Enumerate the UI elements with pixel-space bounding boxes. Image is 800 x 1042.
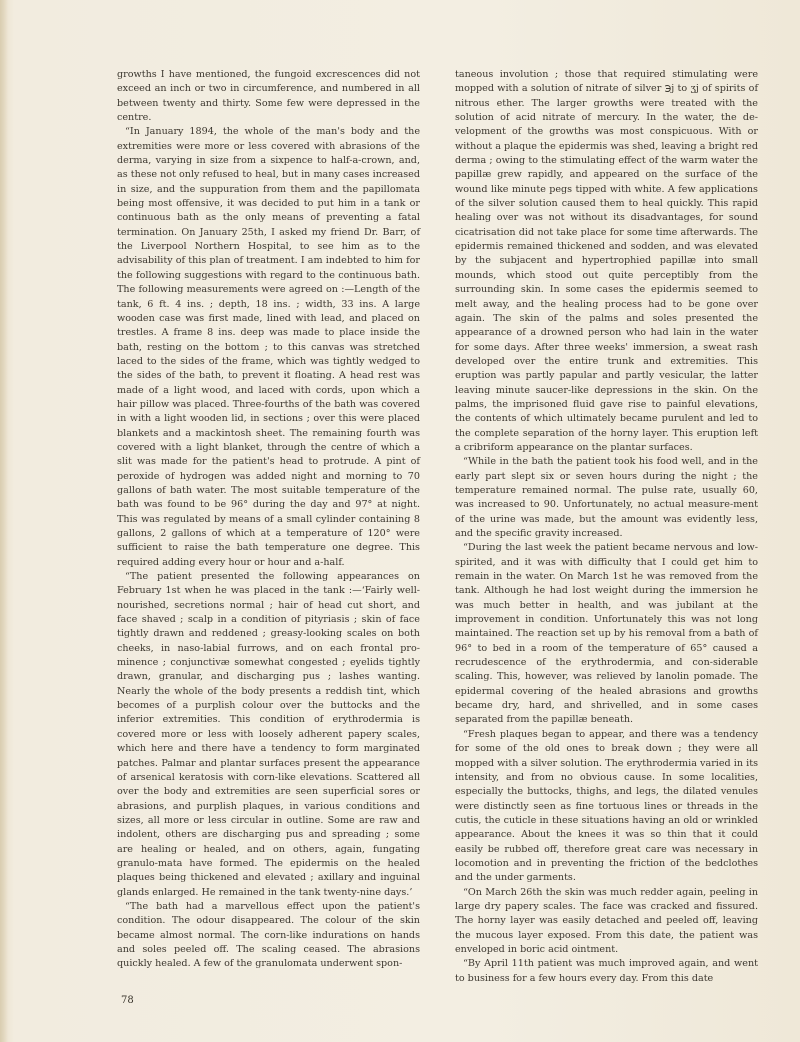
paragraph: “By April 11th patient was much improved again, and went to business for a few hours every day. From this date	[455, 958, 758, 984]
right-text-column	[455, 68, 758, 986]
paragraph: “While in the bath the patient took his food well, and in the early part slept six or seven hours during the night ; the temperature remained normal. The pulse rate, usually 60, was increased to 90. Unfortunately, no actual measure-ment of the urine was made, but the amount was evidently less, and the specific gravity increased.	[455, 456, 758, 539]
paragraph: “In January 1894, the whole of the man's body and the extremities were more or less covered with abrasions of the derma, varying in size from a sixpence to half-a-crown, and, as these not only refused to heal, but in many cases increased in size, and the suppuration from them and the papillomata being most offensive, it was decided to put him in a tank or continuous bath as the only means of preventing a fatal termination. On January 25th, I asked my friend Dr. Barr, of the Liverpool Northern Hospital, to see him as to the advisability of this plan of treatment. I am indebted to him for the following suggestions with regard to the continuous bath. The following measurements were agreed on :—Length of the tank, 6 ft. 4 ins. ; depth, 18 ins. ; width, 33 ins. A large wooden case was first made, lined with lead, and placed on trestles. A frame 8 ins. deep was made to place inside the bath, resting on the bottom ; to this canvas was stretched laced to the sides of the frame, which was tightly wedged to the sides of the bath, to prevent it floating. A head rest was made of a light wood, and laced with cords, upon which a hair pillow was placed. Three-fourths of the bath was covered in with a light wooden lid, in sections ; over this were placed blankets and a mackintosh sheet. The remaining fourth was covered with a light blanket, through the centre of which a slit was made for the patient's head to protrude. A pint of peroxide of hydrogen was added night and morning to 70 gallons of bath water. The most suitable temperature of the bath was found to be 96° during the day and 97° at night. This was regulated by means of a small cylinder containing 8 gallons, 2 gallons of which at a temperature of 120° were sufficient to raise the bath temperature one degree. This required adding every hour or hour and a-half.	[117, 126, 420, 568]
paragraph: “The patient presented the following appearances on February 1st when he was placed in the tank :—‘Fairly well-nourished, secretions normal ; hair of head cut short, and face shaved ; scalp in a condition of pityriasis ; skin of face tightly drawn and reddened ; greasy-looking scales on both cheeks, in naso-labial furrows, and on each frontal pro-minence ; conjunctivæ somewhat congested ; eyelids tightly drawn, granular, and discharging pus ; lashes wanting. Nearly the whole of the body presents a reddish tint, which becomes of a purplish colour over the buttocks and the inferior extremities. This condition of erythrodermia is covered more or less with loosely adherent papery scales, which here and there have a tendency to form marginated patches. Palmar and plantar surfaces present the appearance of arsenical keratosis with corn-like elevations. Scattered all over the body and extremities are seen superficial sores or abrasions, and purplish plaques, in various conditions and sizes, all more or less circular in outline. Some are raw and indolent, others are discharging pus and spreading ; some are healing or healed, and on others, again, fungating granulo-mata have formed. The epidermis on the healed plaques being thickened and elevated ; axillary and inguinal glands enlarged. He remained in the tank twenty-nine days.’	[117, 571, 420, 898]
paragraph: “During the last week the patient became nervous and low-spirited, and it was with difficulty that I could get him to remain in the water. On March 1st he was removed from the tank. Although he had lost weight during the immersion he was much better in health, and was jubilant at the improvement in condition. Unfortunately this was not long maintained. The reaction set up by his removal from a bath of 96° to bed in a room of the temperature of 65° caused a recrudescence of the erythrodermia, and con-siderable scaling. This, however, was relieved by lanolin pomade. The epidermal covering of the healed abrasions and growths became dry, hard, and shrivelled, and in some cases separated from the papillæ beneath.	[455, 542, 758, 726]
paragraph: “Fresh plaques began to appear, and there was a tendency for some of the old ones to break down ; they were all mopped with a silver solution. The erythrodermia varied in its intensity, and from no obvious cause. In some localities, especially the buttocks, thighs, and legs, the dilated venules were distinctly seen as fine tortuous lines or threads in the cutis, the cuticle in these situations having an old or wrinkled appearance. About the knees it was so thin that it could easily be rubbed off, therefore great care was necessary in locomotion and in preventing the friction of the bedclothes and the under garments.	[455, 728, 758, 884]
paragraph: taneous involution ; those that required stimulating were mopped with a solution of nitrate of silver ℈j to ʒj of spirits of nitrous ether. The larger growths were treated with the solution of acid nitrate of mercury. In the water, the de-velopment of the growths was most conspicuous. With or without a plaque the epidermis was shed, leaving a bright red derma ; owing to the stimulating effect of the warm water the papillæ grew rapidly, and appeared on the surface of the wound like minute pegs tipped with white. A few applications of the silver solution caused them to heal quickly. This rapid healing over was not without its disadvantages, for sound cicatrisation did not take place for some time afterwards. The epidermis remained thickened and sodden, and was elevated by the subjacent and hypertrophied papillæ into small mounds, which stood out quite perceptibly from the surrounding skin. In some cases the epidermis seemed to melt away, and the healing process had to be gone over again. The skin of the palms and soles presented the appearance of a drowned person who had lain in the water for some days. After three weeks' immersion, a sweat rash developed over the entire trunk and extremities. This eruption was partly papular and partly vesicular, the latter leaving minute saucer-like depressions in the skin. On the palms, the imprisoned fluid gave rise to painful elevations, the contents of which ultimately became purulent and led to the complete separation of the horny layer. This eruption left a cribriform appearance on the plantar surfaces.	[455, 69, 758, 453]
page-number: 78	[121, 995, 134, 1006]
paragraph: growths I have mentioned, the fungoid excrescences did not exceed an inch or two in circumference, and numbered in all between twenty and thirty. Some few were depressed in the centre.	[117, 69, 420, 124]
left-text-column	[117, 68, 420, 972]
page-edge-shadow	[0, 0, 8, 1042]
paragraph: “The bath had a marvellous effect upon the patient's condition. The odour disappeared. The colour of the skin became almost normal. The corn-like indurations on hands and soles peeled off. The scaling ceased. The abrasions quickly healed. A few of the granulomata underwent spon-	[117, 900, 420, 970]
paragraph: “On March 26th the skin was much redder again, peeling in large dry papery scales. The face was cracked and fissured. The horny layer was easily detached and peeled off, leaving the mucous layer exposed. From this date, the patient was enveloped in boric acid ointment.	[455, 886, 758, 955]
